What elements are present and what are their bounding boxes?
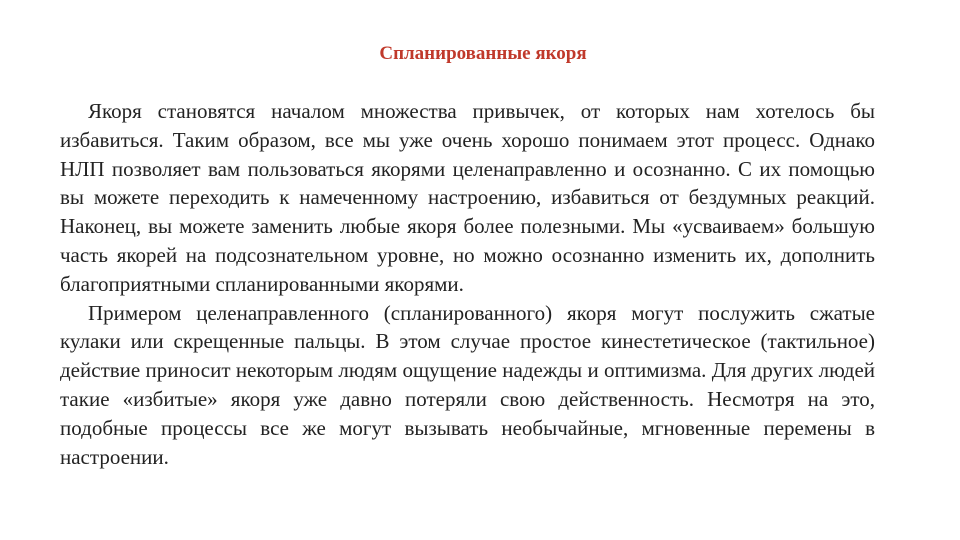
paragraph-1: Якоря становятся началом множества привычек, от которых нам хотелось бы избавиться. Таким образом, все мы уже очень хорошо понимаем этот процесс. Однако НЛП позволяет вам пользоваться якорями целенаправленно и осознанно. С их помощью вы можете переходить к намеченному настроению, избавиться от бездумных реакций. Наконец, вы можете заменить любые якоря более полезными. Мы «усваиваем» большую часть якорей на подсознательном уровне, но можно осознанно изменить их, дополнить благоприятными спланированными якорями. (60, 99, 875, 296)
slide-body (60, 97, 875, 471)
paragraph-2: Примером целенаправленного (спланированного) якоря могут послужить сжатые кулаки или скрещенные пальцы. В этом случае простое кинестетическое (тактильное) действие приносит некоторым людям ощущение надежды и оптимизма. Для других людей такие «избитые» якоря уже давно потеряли свою действенность. Несмотря на это, подобные процессы все же могут вызывать необычайные, мгновенные перемены в настроении. (60, 300, 875, 469)
slide-title: Спланированные якоря (379, 43, 587, 64)
